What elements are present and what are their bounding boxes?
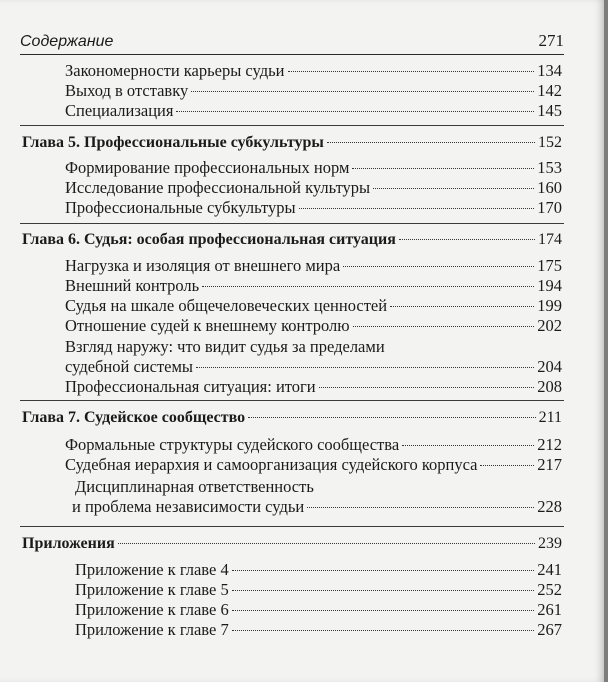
toc-entry-page: 170	[537, 198, 562, 217]
toc-entry-title: Приложение к главе 4	[75, 560, 229, 579]
toc-entry-title: Приложение к главе 7	[75, 620, 229, 639]
toc-entry	[65, 455, 562, 475]
dot-leader	[288, 71, 535, 72]
toc-chapter	[22, 230, 562, 250]
toc-chapter-page: 211	[538, 409, 562, 426]
toc-entry-page: 145	[537, 101, 562, 120]
toc-entry	[72, 497, 562, 517]
toc-entry-title: Отношение судей к внешнему контролю	[65, 316, 350, 335]
toc-entry-page: 212	[537, 435, 562, 454]
toc-entry	[65, 276, 562, 296]
toc-chapter-title: Приложения	[22, 535, 115, 552]
dot-leader	[191, 91, 534, 92]
toc-entry-title-line: Дисциплинарная ответственность	[75, 477, 314, 496]
toc-entry	[65, 178, 562, 198]
dot-leader	[248, 417, 535, 418]
toc-entry-title: Закономерности карьеры судьи	[65, 61, 285, 80]
toc-entry	[65, 61, 562, 81]
toc-entry-page: 199	[537, 296, 562, 315]
toc-chapter	[22, 133, 562, 153]
toc-entry	[75, 620, 562, 640]
dot-leader	[352, 168, 534, 169]
toc-entry-page: 252	[537, 580, 562, 599]
toc-entry	[65, 377, 562, 397]
dot-leader	[402, 445, 534, 446]
toc-entry-page: 267	[537, 620, 562, 639]
running-header	[20, 26, 564, 55]
toc-entry-title: Нагрузка и изоляция от внешнего мира	[65, 256, 341, 275]
toc-entry	[65, 81, 562, 101]
dot-leader	[232, 590, 535, 591]
toc-entry	[65, 256, 562, 276]
toc-entry-page: 142	[537, 81, 562, 100]
toc-entry-title: Профессиональная ситуация: итоги	[65, 377, 316, 396]
toc-chapter-page: 174	[538, 231, 562, 248]
toc-entry	[65, 435, 562, 455]
toc-entry-title: Формирование профессиональных норм	[65, 158, 350, 177]
dot-leader	[373, 188, 534, 189]
dot-leader	[232, 610, 535, 611]
dot-leader	[353, 326, 535, 327]
toc-chapter-title: Глава 7. Судейское сообщество	[22, 409, 246, 426]
toc-entry	[65, 296, 562, 316]
toc-entry-page: 194	[537, 276, 562, 295]
toc-chapter-page: 239	[538, 535, 562, 552]
toc-entry-title: Выход в отставку	[65, 81, 189, 100]
toc-entry-page: 175	[537, 256, 562, 275]
toc-entry	[75, 560, 562, 580]
toc-entry-title: Судебная иерархия и самоорганизация судейского корпуса	[65, 455, 478, 474]
page-number: 271	[538, 31, 564, 50]
toc-entry-title: Профессиональные субкультуры	[65, 198, 296, 217]
toc-entry-page: 202	[537, 316, 562, 335]
toc-chapter-page: 152	[538, 134, 562, 151]
toc-entry-page: 153	[537, 158, 562, 177]
dot-leader	[202, 286, 534, 287]
dot-leader	[327, 142, 535, 143]
toc-entry-page: 160	[537, 178, 562, 197]
toc-entry	[65, 198, 562, 218]
toc-entry	[65, 357, 562, 377]
toc-entry-title: Внешний контроль	[65, 276, 200, 295]
toc-entry-title: судебной системы	[65, 357, 194, 376]
toc-chapter	[22, 408, 562, 428]
toc-entry-title: Приложение к главе 5	[75, 580, 229, 599]
toc-entry	[65, 316, 562, 336]
section-divider	[20, 223, 564, 224]
toc-entry-page: 204	[537, 357, 562, 376]
dot-leader	[176, 111, 534, 112]
dot-leader	[390, 306, 534, 307]
toc-entry-title: Приложение к главе 6	[75, 600, 229, 619]
dot-leader	[299, 208, 535, 209]
toc-entry-page: 241	[537, 560, 562, 579]
toc-entry	[65, 101, 562, 121]
toc-chapter-title: Глава 6. Судья: особая профессиональная ситуация	[22, 231, 396, 248]
toc-entry-title: Формальные структуры судейского сообщества	[65, 435, 400, 454]
toc-entry-title: и проблема независимости судьи	[72, 497, 305, 516]
toc-entry-page: 228	[537, 497, 562, 516]
toc-entry	[75, 580, 562, 600]
dot-leader	[319, 387, 535, 388]
dot-leader	[196, 367, 534, 368]
dot-leader	[232, 630, 535, 631]
toc-entry-page: 134	[537, 61, 562, 80]
toc-chapter	[22, 534, 562, 554]
toc-entry-page: 208	[537, 377, 562, 396]
toc-entry-title: Специализация	[65, 101, 174, 120]
toc-entry-page: 261	[537, 600, 562, 619]
section-divider	[20, 125, 564, 126]
dot-leader	[118, 543, 535, 544]
toc-chapter-title: Глава 5. Профессиональные субкультуры	[22, 134, 324, 151]
toc-entry-title-line: Взгляд наружу: что видит судья за пределами	[65, 337, 385, 356]
section-divider	[20, 526, 564, 527]
toc-entry-title: Исследование профессиональной культуры	[65, 178, 371, 197]
dot-leader	[399, 239, 535, 240]
toc-entry-title: Судья на шкале общечеловеческих ценностей	[65, 296, 388, 315]
toc-entry-page: 217	[537, 455, 562, 474]
section-title: Содержание	[20, 33, 114, 50]
toc-entry	[65, 158, 562, 178]
dot-leader	[307, 507, 534, 508]
section-divider	[20, 400, 564, 401]
dot-leader	[343, 266, 534, 267]
dot-leader	[480, 465, 534, 466]
toc-entry	[75, 600, 562, 620]
dot-leader	[232, 570, 535, 571]
